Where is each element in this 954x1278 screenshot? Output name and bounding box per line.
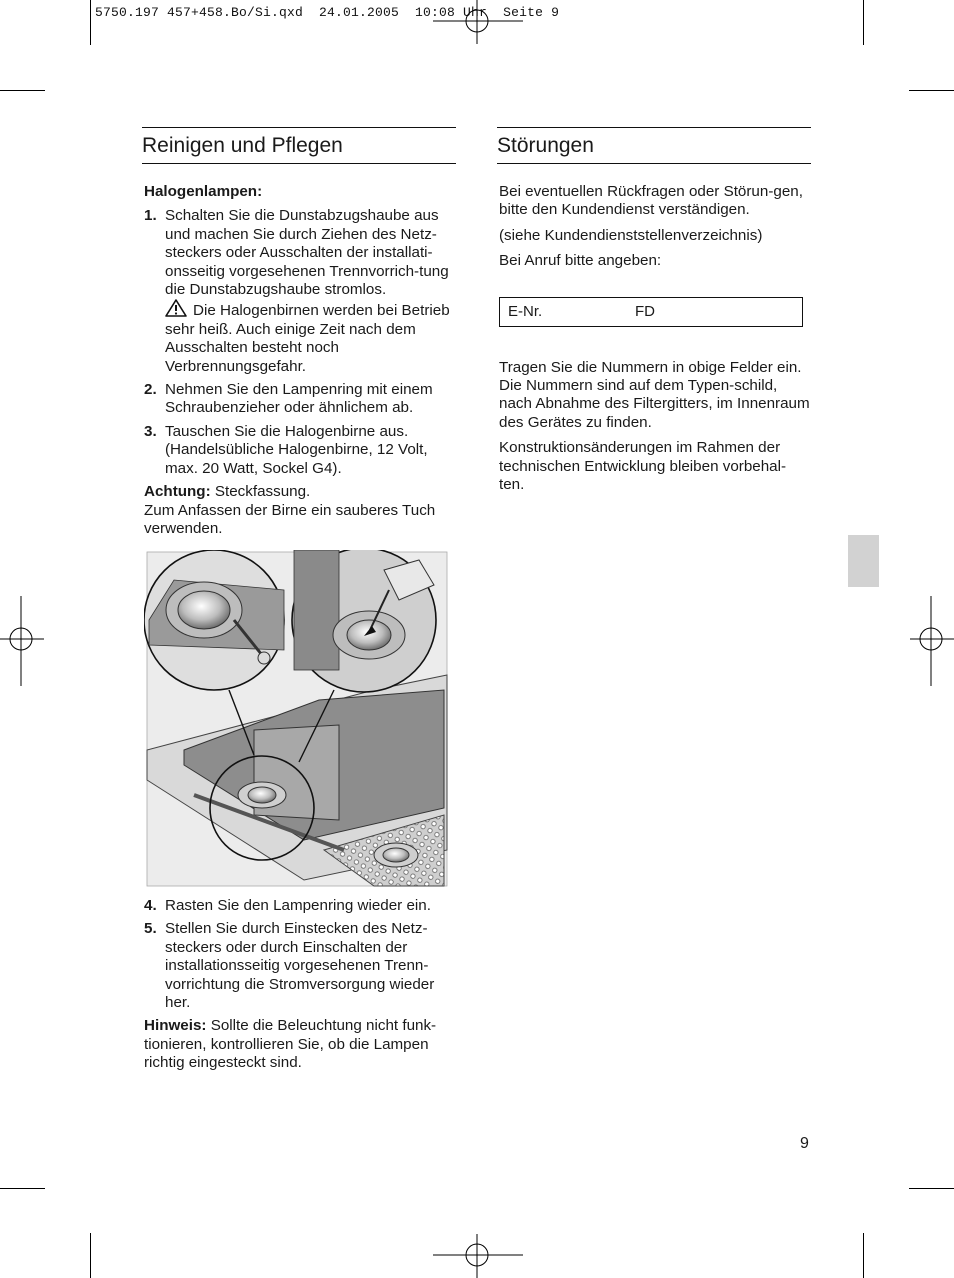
step-text: Tauschen Sie die Halogenbirne aus. (Handelsübliche Halogenbirne, 12 Volt, max. 20 Watt, Sockel G4). (165, 422, 428, 477)
warning-triangle-icon (165, 299, 187, 317)
crop-mark (0, 1188, 45, 1189)
caution-label: Achtung: (144, 483, 211, 501)
section-title-faults: Störungen (497, 127, 811, 164)
product-number-box (499, 297, 803, 327)
info-block (499, 359, 811, 495)
crop-mark (909, 1188, 954, 1189)
step-text: Rasten Sie den Lampenring wieder ein. (165, 897, 431, 914)
step-text: Stellen Sie durch Einstecken des Netz-steckers oder durch Einschalten der installationsseitig vorgesehenen Trenn-vorrichtung die Stromversorgung wieder her. (165, 920, 435, 1012)
step-text: Schalten Sie die Dunstabzugshaube aus und machen Sie durch Ziehen des Netz-steckers oder Ausschalten der installati-onsseitig vorgesehenen Trennvorrich-tung die Dunstabzugshaube stromlos. (165, 207, 449, 299)
crop-mark (863, 1233, 864, 1278)
step-number: 2. (144, 381, 157, 399)
call-info-label: Bei Anruf bitte angeben: (499, 252, 662, 270)
crop-mark (0, 90, 45, 91)
lamp-replacement-illustration (144, 550, 450, 888)
note-paragraph (144, 1017, 456, 1072)
file-slug: 5750.197 457+458.Bo/Si.qxd 24.01.2005 10:08 Uhr Seite 9 (95, 5, 560, 20)
chapter-tab-marker (848, 535, 879, 587)
right-column (499, 127, 811, 501)
crop-mark (90, 1233, 91, 1278)
crop-mark (909, 90, 954, 91)
step-number: 4. (144, 897, 157, 914)
caution-text: Steckfassung. (214, 483, 311, 501)
e-number-label: E-Nr. (508, 302, 543, 320)
registration-mark-right (910, 596, 954, 686)
step-1 (144, 207, 456, 376)
subhead-halogen: Halogenlampen: (144, 183, 263, 200)
page-number: 9 (800, 1135, 809, 1152)
contact-paragraph: Bei eventuellen Rückfragen oder Störun-gen, bitte den Kundendienst verständigen. (499, 183, 803, 219)
step-number: 5. (144, 920, 157, 938)
step-text: Nehmen Sie den Lampenring mit einem Schraubenzieher oder ähnlichem ab. (165, 381, 433, 417)
warning-note (165, 299, 456, 376)
registration-mark-left (0, 596, 44, 686)
step-number: 3. (144, 422, 157, 440)
step-5 (144, 920, 456, 1012)
rating-plate-paragraph: Tragen Sie die Nummern in obige Felder ein. Die Nummern sind auf dem Typen-schild, nach Abnahme des Filtergitters, im Innenraum des Gerätes zu finden. (499, 358, 810, 431)
caution-note (144, 483, 456, 538)
registration-mark-top (433, 0, 523, 44)
left-column (144, 127, 456, 543)
step-3 (144, 423, 456, 478)
left-column-continued (144, 897, 456, 1078)
fd-label: FD (635, 302, 655, 320)
registration-mark-bottom (433, 1234, 523, 1278)
directory-reference: (siehe Kundendienststellenverzeichnis) (499, 226, 763, 244)
step-4 (144, 897, 456, 915)
caution-more: Zum Anfassen der Birne ein sauberes Tuch verwenden. (144, 501, 436, 537)
note-label: Hinweis: (144, 1017, 207, 1035)
section-title-cleaning: Reinigen und Pflegen (142, 127, 456, 164)
step-number: 1. (144, 207, 157, 225)
crop-mark (90, 0, 91, 45)
design-changes-paragraph: Konstruktionsänderungen im Rahmen der technischen Entwicklung bleiben vorbehal-ten. (499, 439, 787, 494)
step-2 (144, 381, 456, 418)
hood-illustration (144, 550, 450, 888)
warning-text: Die Halogenbirnen werden bei Betrieb sehr heiß. Auch einige Zeit nach dem Ausschalten besteht noch Verbrennungsgefahr. (165, 302, 450, 375)
crop-mark (863, 0, 864, 45)
note-text: Sollte die Beleuchtung nicht funk-tionieren, kontrollieren Sie, ob die Lampen richtig eingesteckt sind. (144, 1017, 437, 1072)
